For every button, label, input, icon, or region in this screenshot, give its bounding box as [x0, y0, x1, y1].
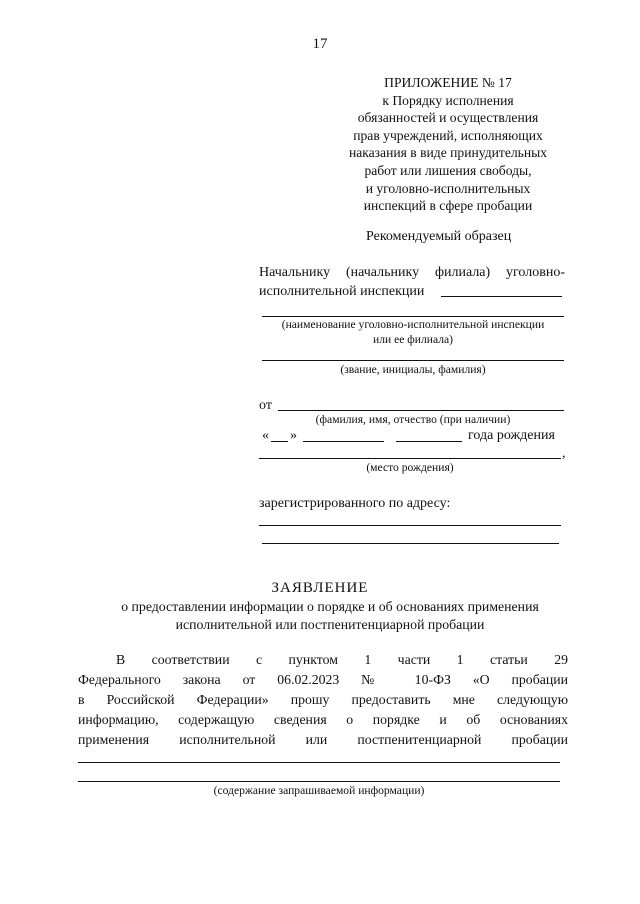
caption-content: (содержание запрашиваемой информации) — [213, 784, 425, 797]
appendix-line: обязанностей и осуществления — [357, 110, 539, 126]
statement-title: ЗАЯВЛЕНИЕ — [271, 580, 369, 596]
subtitle-line-1: о предоставлении информации о порядке и об основаниях применения — [121, 599, 539, 614]
body-line-5: применения исполнительной или постпенитенциарной пробации — [78, 732, 568, 747]
requested-info-field-2[interactable] — [78, 781, 560, 782]
caption-rank: (звание, инициалы, фамилия) — [340, 363, 486, 376]
birth-year-field[interactable] — [396, 441, 462, 442]
addressee-line-2: исполнительной инспекции — [259, 284, 425, 299]
birthplace-field[interactable] — [259, 458, 561, 459]
trailing-comma: , — [562, 446, 566, 461]
applicant-name-field[interactable] — [278, 410, 564, 411]
birth-year-label: года рождения — [468, 428, 555, 443]
appendix-line: прав учреждений, исполняющих — [353, 127, 543, 143]
body-line-4: информацию, содержащую сведения о порядке и об основаниях — [78, 712, 568, 727]
caption-birthplace: (место рождения) — [366, 461, 454, 474]
caption-name: (фамилия, имя, отчество (при наличии) — [315, 413, 511, 426]
body-line-2: Федерального закона от 06.02.2023 № 10-ФЗ «О пробации — [78, 672, 568, 687]
from-label: от — [259, 398, 272, 413]
appendix-line: наказания в виде принудительных — [348, 145, 548, 161]
address-field-1[interactable] — [259, 525, 561, 526]
caption-inspection-2: или ее филиала) — [372, 333, 454, 346]
caption-inspection-1: (наименование уголовно-исполнительной инспекции — [281, 318, 545, 331]
appendix-line: инспекций в сфере пробации — [363, 198, 533, 214]
appendix-line: и уголовно-исполнительных — [365, 180, 531, 196]
page-number: 17 — [312, 36, 328, 52]
body-line-3: в Российской Федерации» прошу предоставить мне следующую — [78, 692, 568, 707]
inspection-name-field[interactable] — [441, 296, 562, 297]
registered-label: зарегистрированного по адресу: — [259, 496, 451, 511]
appendix-line: работ или лишения свободы, — [364, 162, 532, 178]
appendix-line: к Порядку исполнения — [382, 92, 514, 108]
birth-day-field[interactable] — [271, 441, 288, 442]
inspection-name-field-2[interactable] — [262, 316, 564, 317]
addressee-line-1: Начальнику (начальнику филиала) уголовно- — [259, 265, 565, 280]
quote-open: « — [262, 428, 269, 443]
requested-info-field-1[interactable] — [78, 762, 560, 763]
body-line-1: В соответствии с пунктом 1 части 1 статьи 29 — [116, 652, 568, 667]
statement-subtitle — [60, 598, 600, 634]
appendix-line: ПРИЛОЖЕНИЕ № 17 — [384, 75, 512, 90]
appendix-header — [336, 74, 560, 215]
rank-initials-field[interactable] — [262, 360, 564, 361]
subtitle-line-2: исполнительной или постпенитенциарной пробации — [175, 617, 485, 632]
quote-close: » — [290, 428, 297, 443]
sample-label: Рекомендуемый образец — [366, 229, 512, 244]
address-field-2[interactable] — [262, 543, 559, 544]
birth-month-field[interactable] — [303, 441, 384, 442]
